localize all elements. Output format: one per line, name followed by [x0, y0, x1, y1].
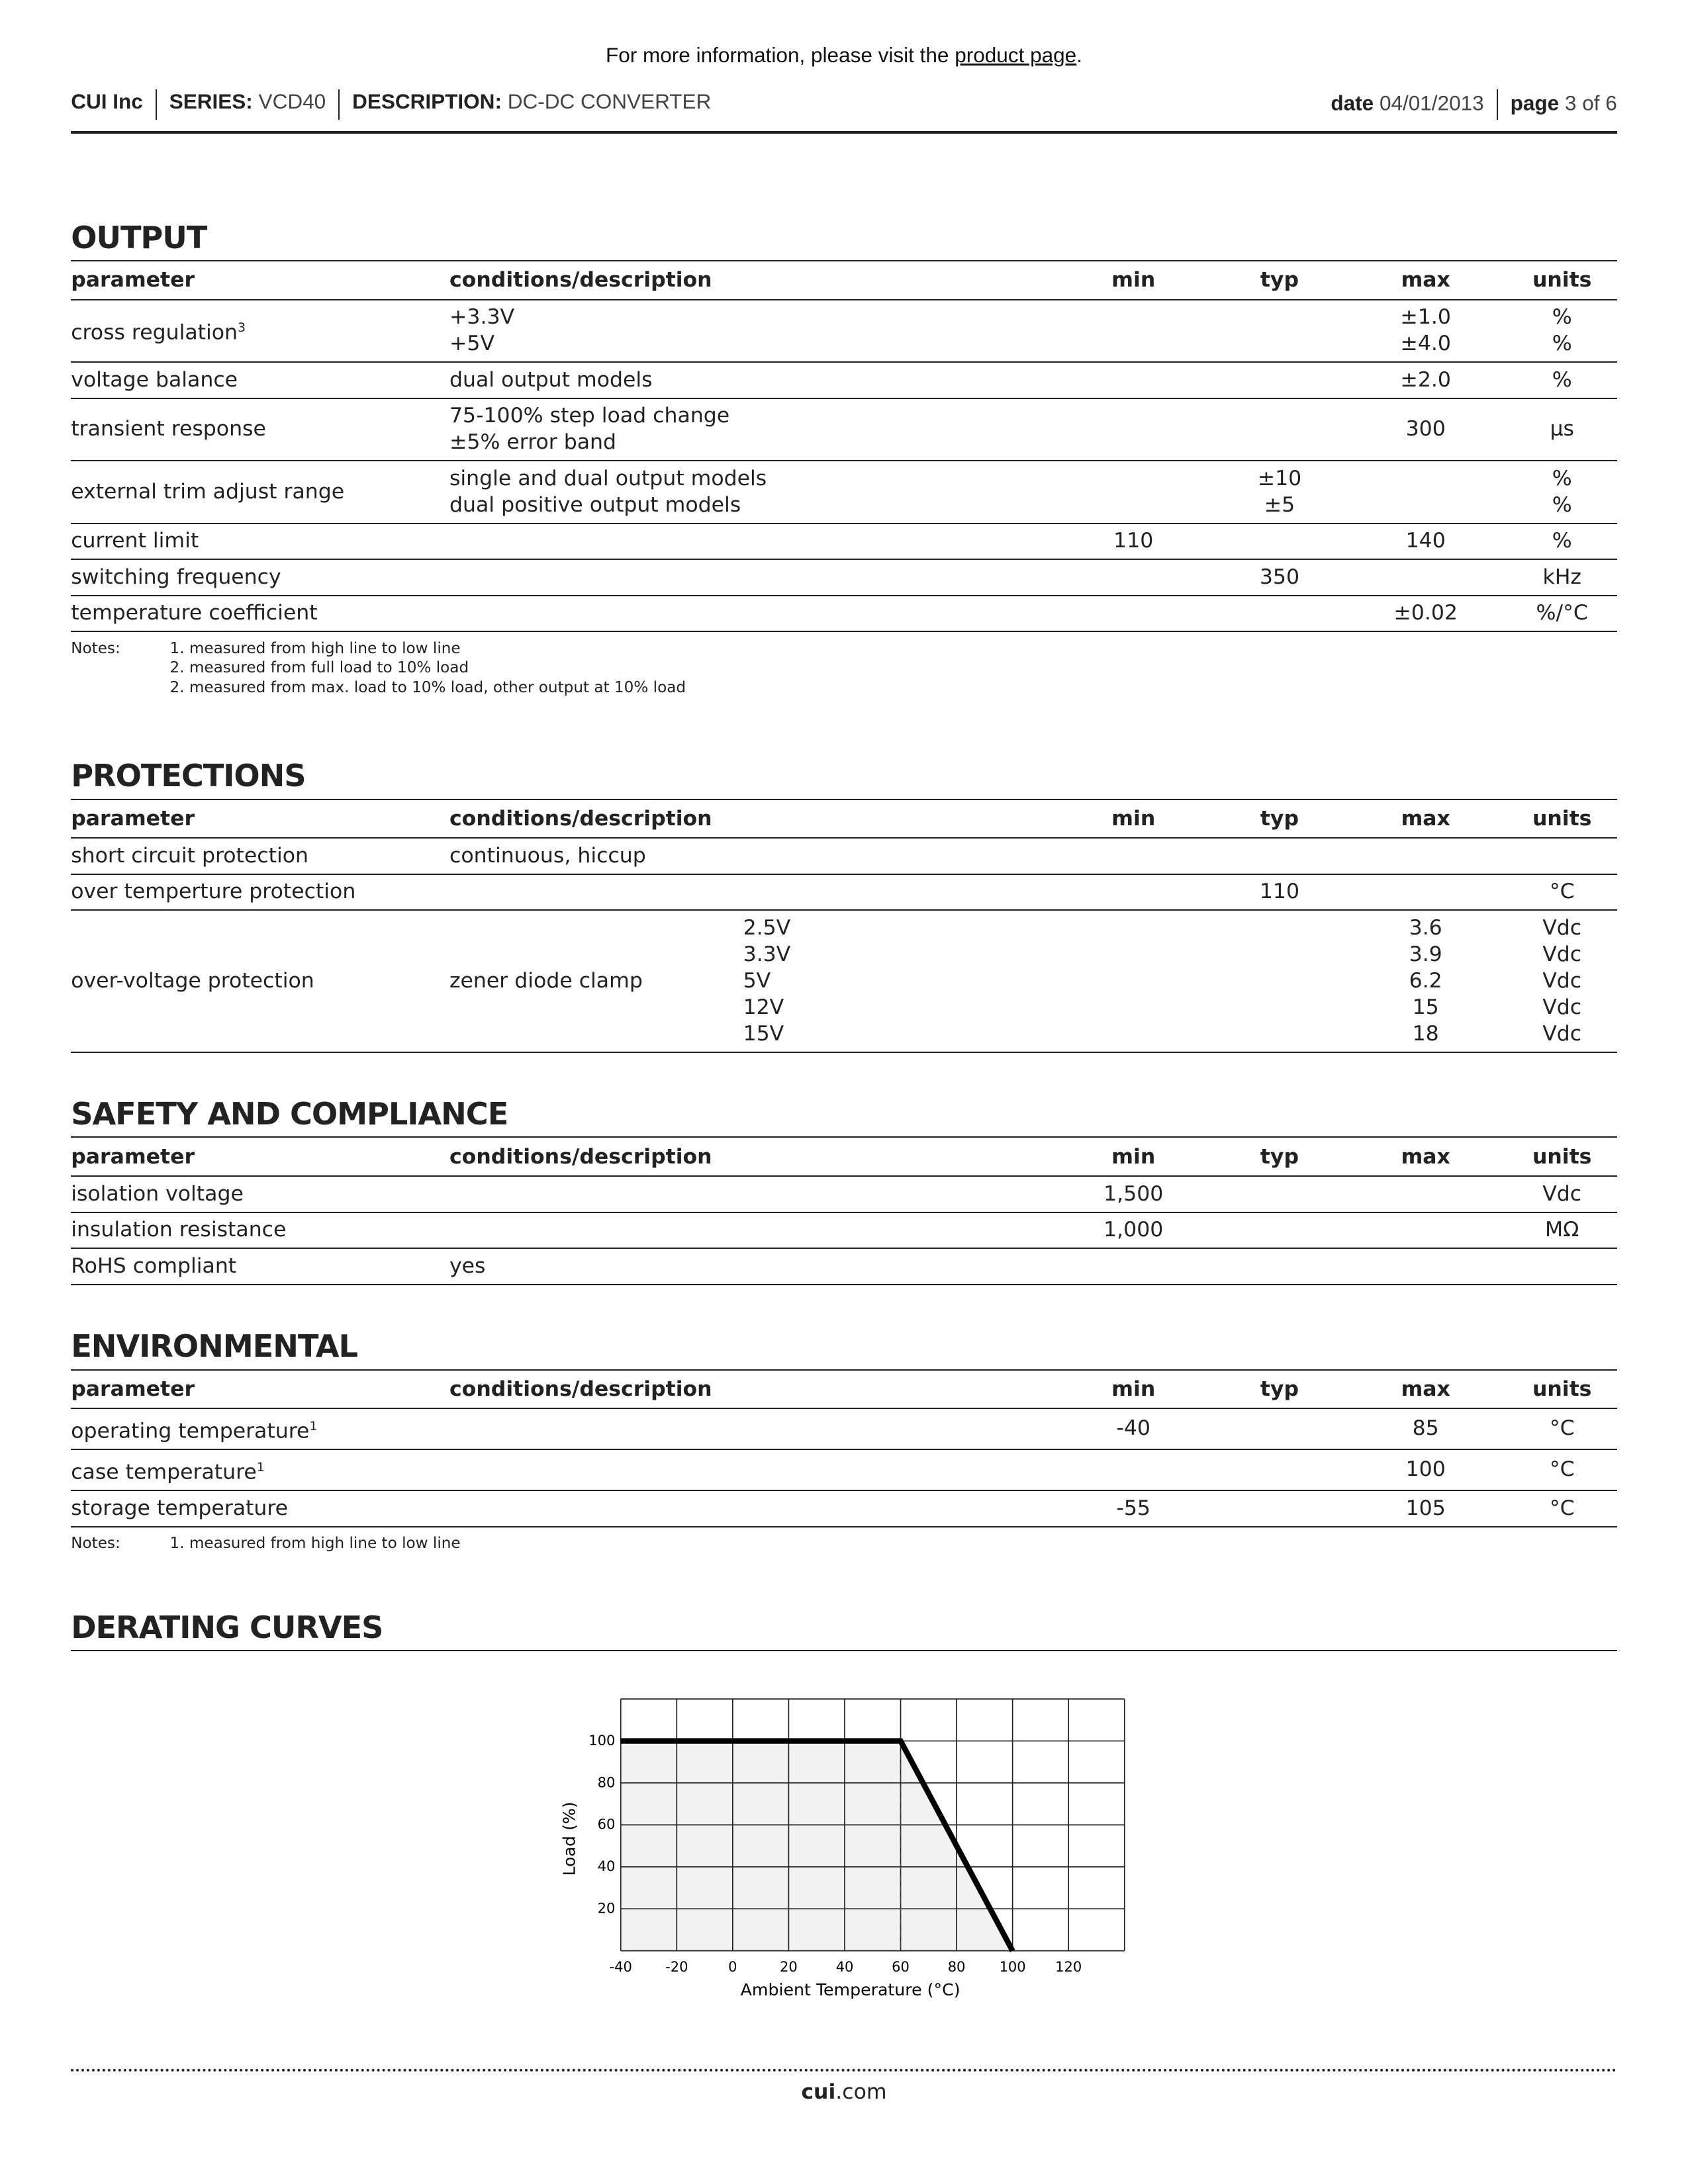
- parameter-cell: [71, 1248, 449, 1285]
- sub-cell: [743, 910, 1053, 1052]
- column-header-conditions: conditions/description: [449, 800, 1052, 839]
- typ-cell: [1215, 1449, 1344, 1490]
- max-value: ±2.0: [1400, 367, 1451, 392]
- footnote-ref: 3: [238, 320, 246, 336]
- units-value: Vdc: [1542, 968, 1582, 993]
- max-value: 3.9: [1409, 942, 1442, 966]
- cond-value: zener diode clamp: [449, 968, 643, 993]
- derating-section: [71, 1606, 1617, 1651]
- min-cell: [1052, 461, 1215, 523]
- parameter-cell: [71, 1408, 449, 1449]
- min-cell: [1052, 838, 1215, 874]
- max-cell: [1344, 559, 1507, 596]
- cond-value: single and dual output models: [449, 466, 767, 490]
- cond-cell: [449, 1212, 1052, 1249]
- table-row: [71, 300, 1617, 362]
- units-value: MΩ: [1545, 1218, 1579, 1242]
- max-cell: [1344, 1449, 1507, 1490]
- cond-value: dual positive output models: [449, 492, 741, 517]
- max-value: ±1.0: [1400, 305, 1451, 330]
- column-header-conditions: conditions/description: [449, 1371, 1052, 1409]
- y-tick-label: 100: [588, 1731, 616, 1749]
- x-tick-label: -40: [609, 1958, 632, 1975]
- units-value: %: [1552, 466, 1572, 490]
- cond-value: +5V: [449, 332, 495, 356]
- parameter-name: insulation resistance: [71, 1218, 287, 1242]
- column-header-conditions: conditions/description: [449, 261, 1052, 300]
- cond-cell: [449, 300, 1052, 362]
- parameter-cell: [71, 461, 449, 523]
- min-cell: [1052, 1449, 1215, 1490]
- section-title: SAFETY AND COMPLIANCE: [71, 1092, 1617, 1138]
- x-tick-label: 60: [891, 1958, 910, 1975]
- units-cell: [1507, 596, 1617, 632]
- company: CUI Inc: [71, 89, 143, 113]
- parameter-name: over temperture protection: [71, 880, 356, 904]
- note: 2. measured from max. load to 10% load, other output at 10% load: [169, 678, 686, 696]
- units-value: °C: [1549, 880, 1575, 904]
- parameter-name: switching frequency: [71, 565, 281, 589]
- max-value: 300: [1405, 417, 1446, 441]
- table-row: [71, 1408, 1617, 1449]
- max-cell: [1344, 461, 1507, 523]
- parameter-cell: [71, 1449, 449, 1490]
- parameter-name: short circuit protection: [71, 843, 308, 868]
- units-cell: [1507, 1449, 1617, 1490]
- units-value: Vdc: [1542, 942, 1582, 966]
- section-title: OUTPUT: [71, 216, 1617, 261]
- units-cell: [1507, 523, 1617, 560]
- table-row: [71, 461, 1617, 523]
- column-header-units: units: [1507, 800, 1617, 839]
- table-row: [71, 838, 1617, 874]
- column-header-typ: typ: [1215, 261, 1344, 300]
- typ-cell: [1215, 1248, 1344, 1285]
- min-value: -40: [1116, 1416, 1150, 1441]
- parameter-name: voltage balance: [71, 367, 238, 392]
- units-value: °C: [1549, 1457, 1575, 1482]
- page-label: page: [1510, 90, 1560, 114]
- units-cell: [1507, 1176, 1617, 1212]
- y-tick-label: 60: [597, 1815, 616, 1833]
- typ-value: ±10: [1257, 466, 1302, 490]
- column-header-parameter: parameter: [71, 1371, 449, 1409]
- notes-label: Notes:: [71, 639, 120, 657]
- cond-value: +3.3V: [449, 305, 515, 330]
- footer-brand: cui: [801, 2079, 836, 2104]
- min-cell: [1052, 1248, 1215, 1285]
- column-header-parameter: parameter: [71, 1138, 449, 1176]
- sub-value: 15V: [743, 1021, 784, 1046]
- column-header-units: units: [1507, 1138, 1617, 1176]
- column-header-min: min: [1052, 800, 1215, 839]
- units-value: Vdc: [1542, 1181, 1582, 1206]
- typ-cell: [1215, 461, 1344, 523]
- min-cell: [1052, 559, 1215, 596]
- units-cell: [1507, 362, 1617, 398]
- y-tick-label: 80: [597, 1773, 616, 1790]
- column-header-min: min: [1052, 261, 1215, 300]
- typ-cell: [1215, 1408, 1344, 1449]
- table-header: [71, 1371, 1617, 1409]
- min-cell: [1052, 1408, 1215, 1449]
- page-number: 3 of 6: [1564, 90, 1617, 114]
- min-cell: [1052, 1490, 1215, 1527]
- table-row: [71, 1490, 1617, 1527]
- column-header-units: units: [1507, 261, 1617, 300]
- parameter-cell: [71, 910, 449, 1052]
- info-text: For more information, please visit the: [605, 43, 955, 68]
- cond-value: ±5% error band: [449, 430, 617, 455]
- cond-cell: [449, 1248, 1052, 1285]
- units-cell: [1507, 1212, 1617, 1249]
- min-cell: [1052, 874, 1215, 911]
- cond-cell: [449, 362, 1052, 398]
- max-cell: [1344, 300, 1507, 362]
- parameter-cell: [71, 874, 449, 911]
- cond-value: 75-100% step load change: [449, 404, 730, 428]
- max-value: 3.6: [1409, 915, 1442, 940]
- min-cell: [1052, 300, 1215, 362]
- typ-cell: [1215, 874, 1344, 911]
- notes: [71, 1534, 1617, 1553]
- notes: [71, 639, 1617, 698]
- table-row: [71, 1449, 1617, 1490]
- max-cell: [1344, 874, 1507, 911]
- column-header-typ: typ: [1215, 1371, 1344, 1409]
- units-cell: [1507, 910, 1617, 1052]
- typ-cell: [1215, 559, 1344, 596]
- cond-cell: [449, 461, 1052, 523]
- date-label: date: [1331, 90, 1374, 114]
- parameter-cell: [71, 523, 449, 560]
- y-axis-label: Load (%): [559, 1801, 579, 1876]
- cond-cell: [449, 874, 1052, 911]
- units-value: %/°C: [1536, 601, 1588, 625]
- parameter-name: transient response: [71, 417, 266, 441]
- max-value: 15: [1412, 995, 1439, 1019]
- units-cell: [1507, 1408, 1617, 1449]
- x-tick-label: 40: [835, 1958, 854, 1975]
- parameter-cell: [71, 838, 449, 874]
- x-axis-label: Ambient Temperature (°C): [740, 1979, 961, 1999]
- cond-cell: [449, 559, 1052, 596]
- table-header: [71, 800, 1617, 839]
- parameter-name: operating temperature: [71, 1419, 310, 1443]
- parameter-name: RoHS compliant: [71, 1253, 237, 1278]
- table-row: [71, 362, 1617, 398]
- max-value: 100: [1405, 1457, 1446, 1482]
- note: 1. measured from high line to low line: [169, 1535, 461, 1553]
- typ-cell: [1215, 1490, 1344, 1527]
- units-value: Vdc: [1542, 1021, 1582, 1046]
- column-header-min: min: [1052, 1371, 1215, 1409]
- description-label: DESCRIPTION:: [352, 89, 502, 113]
- cond-cell: [449, 1449, 1052, 1490]
- section-safety-and-compliance: [71, 1092, 1617, 1285]
- min-cell: [1052, 910, 1215, 1052]
- section-environmental: [71, 1324, 1617, 1554]
- section-output: [71, 216, 1617, 698]
- cond-value: yes: [449, 1253, 486, 1278]
- sub-value: 5V: [743, 968, 771, 993]
- max-cell: [1344, 523, 1507, 560]
- max-value: ±0.02: [1393, 601, 1458, 625]
- footer: [0, 2080, 1688, 2104]
- table-row: [71, 1248, 1617, 1285]
- units-cell: [1507, 398, 1617, 461]
- cond-cell: [449, 838, 1052, 874]
- x-tick-label: 100: [999, 1958, 1026, 1975]
- column-header-units: units: [1507, 1371, 1617, 1409]
- y-tick-label: 40: [597, 1857, 616, 1874]
- typ-cell: [1215, 300, 1344, 362]
- notes-label: Notes:: [71, 1535, 120, 1553]
- min-cell: [1052, 596, 1215, 632]
- spec-table: [71, 1138, 1617, 1285]
- units-value: μs: [1550, 417, 1574, 441]
- min-value: 1,000: [1103, 1218, 1164, 1242]
- units-value: Vdc: [1542, 995, 1582, 1019]
- max-value: 85: [1412, 1416, 1439, 1441]
- units-value: %: [1552, 492, 1572, 517]
- table-row: [71, 523, 1617, 560]
- description: DC-DC CONVERTER: [507, 89, 712, 113]
- column-header-max: max: [1344, 261, 1507, 300]
- units-cell: [1507, 838, 1617, 874]
- section-title: ENVIRONMENTAL: [71, 1324, 1617, 1370]
- max-value: 6.2: [1409, 968, 1442, 993]
- units-value: Vdc: [1542, 915, 1582, 940]
- typ-value: 350: [1259, 565, 1300, 589]
- units-cell: [1507, 1248, 1617, 1285]
- max-cell: [1344, 910, 1507, 1052]
- units-value: °C: [1549, 1416, 1575, 1441]
- min-cell: [1052, 1176, 1215, 1212]
- min-cell: [1052, 362, 1215, 398]
- parameter-cell: [71, 559, 449, 596]
- typ-cell: [1215, 523, 1344, 560]
- notes-list: [169, 1534, 460, 1553]
- parameter-name: current limit: [71, 529, 199, 553]
- spec-table: [71, 800, 1617, 1053]
- column-header-min: min: [1052, 1138, 1215, 1176]
- x-tick-label: 80: [947, 1958, 966, 1975]
- min-value: 1,500: [1103, 1181, 1164, 1206]
- cond-value: dual output models: [449, 367, 653, 392]
- max-cell: [1344, 1176, 1507, 1212]
- max-value: 105: [1405, 1496, 1446, 1520]
- note: 1. measured from high line to low line: [169, 639, 461, 657]
- sub-value: 3.3V: [743, 942, 791, 966]
- section-title: DERATING CURVES: [71, 1606, 1617, 1651]
- footnote-ref: 1: [256, 1459, 265, 1475]
- footer-domain: .com: [835, 2079, 887, 2104]
- parameter-name: over-voltage protection: [71, 968, 314, 993]
- min-value: 110: [1113, 529, 1154, 553]
- info-end: .: [1076, 43, 1082, 68]
- series-label: SERIES:: [169, 89, 253, 113]
- typ-value: 110: [1259, 880, 1300, 904]
- units-value: %: [1552, 529, 1572, 553]
- x-tick-label: 0: [727, 1958, 737, 1975]
- table-row: [71, 596, 1617, 632]
- derating-chart: [529, 1684, 1169, 2018]
- column-header-max: max: [1344, 1371, 1507, 1409]
- typ-cell: [1215, 1212, 1344, 1249]
- max-cell: [1344, 398, 1507, 461]
- cond-value: continuous, hiccup: [449, 843, 646, 868]
- parameter-cell: [71, 1212, 449, 1249]
- max-value: ±4.0: [1400, 332, 1451, 356]
- column-header-max: max: [1344, 1138, 1507, 1176]
- max-value: 140: [1405, 529, 1446, 553]
- cond-cell: [449, 398, 1052, 461]
- sub-value: 2.5V: [743, 915, 791, 940]
- parameter-cell: [71, 362, 449, 398]
- parameter-name: isolation voltage: [71, 1181, 244, 1206]
- cond-cell: [449, 1408, 1052, 1449]
- units-cell: [1507, 874, 1617, 911]
- units-cell: [1507, 461, 1617, 523]
- units-value: %: [1552, 332, 1572, 356]
- cond-cell: [449, 1490, 1052, 1527]
- page-header: [71, 89, 1617, 134]
- product-page-link[interactable]: product page: [955, 43, 1077, 68]
- parameter-cell: [71, 1176, 449, 1212]
- table-row: [71, 874, 1617, 911]
- sub-value: 12V: [743, 995, 784, 1019]
- max-value: 18: [1412, 1021, 1439, 1046]
- column-header-parameter: parameter: [71, 261, 449, 300]
- min-cell: [1052, 523, 1215, 560]
- x-tick-label: -20: [665, 1958, 688, 1975]
- max-cell: [1344, 838, 1507, 874]
- max-cell: [1344, 596, 1507, 632]
- note: 2. measured from full load to 10% load: [169, 659, 469, 677]
- column-header-parameter: parameter: [71, 800, 449, 839]
- table-row: [71, 1176, 1617, 1212]
- units-value: kHz: [1542, 565, 1581, 589]
- max-cell: [1344, 1408, 1507, 1449]
- units-value: %: [1552, 305, 1572, 330]
- date: 04/01/2013: [1379, 90, 1484, 114]
- parameter-cell: [71, 398, 449, 461]
- parameter-cell: [71, 1490, 449, 1527]
- cond-cell: [449, 523, 1052, 560]
- y-tick-label: 20: [597, 1899, 616, 1917]
- cond-cell: [449, 910, 743, 1052]
- units-cell: [1507, 1490, 1617, 1527]
- footnote-ref: 1: [309, 1418, 318, 1433]
- parameter-cell: [71, 300, 449, 362]
- section-title: PROTECTIONS: [71, 754, 1617, 799]
- typ-cell: [1215, 596, 1344, 632]
- spec-table: [71, 261, 1617, 632]
- x-tick-label: 20: [779, 1958, 798, 1975]
- min-cell: [1052, 1212, 1215, 1249]
- table-row: [71, 398, 1617, 461]
- cond-cell: [449, 596, 1052, 632]
- parameter-name: temperature coefficient: [71, 601, 318, 625]
- units-value: %: [1552, 367, 1572, 392]
- typ-cell: [1215, 838, 1344, 874]
- series: VCD40: [258, 89, 326, 113]
- units-cell: [1507, 300, 1617, 362]
- footer-divider: [71, 2069, 1617, 2071]
- max-cell: [1344, 1490, 1507, 1527]
- max-cell: [1344, 1248, 1507, 1285]
- cond-cell: [449, 1176, 1052, 1212]
- parameter-name: case temperature: [71, 1460, 257, 1484]
- max-cell: [1344, 362, 1507, 398]
- parameter-name: storage temperature: [71, 1496, 289, 1520]
- column-header-conditions: conditions/description: [449, 1138, 1052, 1176]
- typ-cell: [1215, 362, 1344, 398]
- table-row: [71, 559, 1617, 596]
- units-value: °C: [1549, 1496, 1575, 1520]
- info-note: [0, 43, 1688, 68]
- table-header: [71, 1138, 1617, 1176]
- typ-cell: [1215, 910, 1344, 1052]
- units-cell: [1507, 559, 1617, 596]
- typ-value: ±5: [1264, 492, 1295, 517]
- column-header-typ: typ: [1215, 1138, 1344, 1176]
- typ-cell: [1215, 398, 1344, 461]
- x-tick-label: 120: [1055, 1958, 1082, 1975]
- section-protections: [71, 754, 1617, 1052]
- parameter-name: external trim adjust range: [71, 479, 345, 504]
- parameter-cell: [71, 596, 449, 632]
- table-row: [71, 910, 1617, 1052]
- notes-list: [169, 639, 686, 698]
- min-cell: [1052, 398, 1215, 461]
- spec-table: [71, 1371, 1617, 1527]
- column-header-max: max: [1344, 800, 1507, 839]
- column-header-typ: typ: [1215, 800, 1344, 839]
- min-value: -55: [1116, 1496, 1150, 1520]
- table-row: [71, 1212, 1617, 1249]
- table-header: [71, 261, 1617, 300]
- max-cell: [1344, 1212, 1507, 1249]
- parameter-name: cross regulation: [71, 320, 238, 345]
- typ-cell: [1215, 1176, 1344, 1212]
